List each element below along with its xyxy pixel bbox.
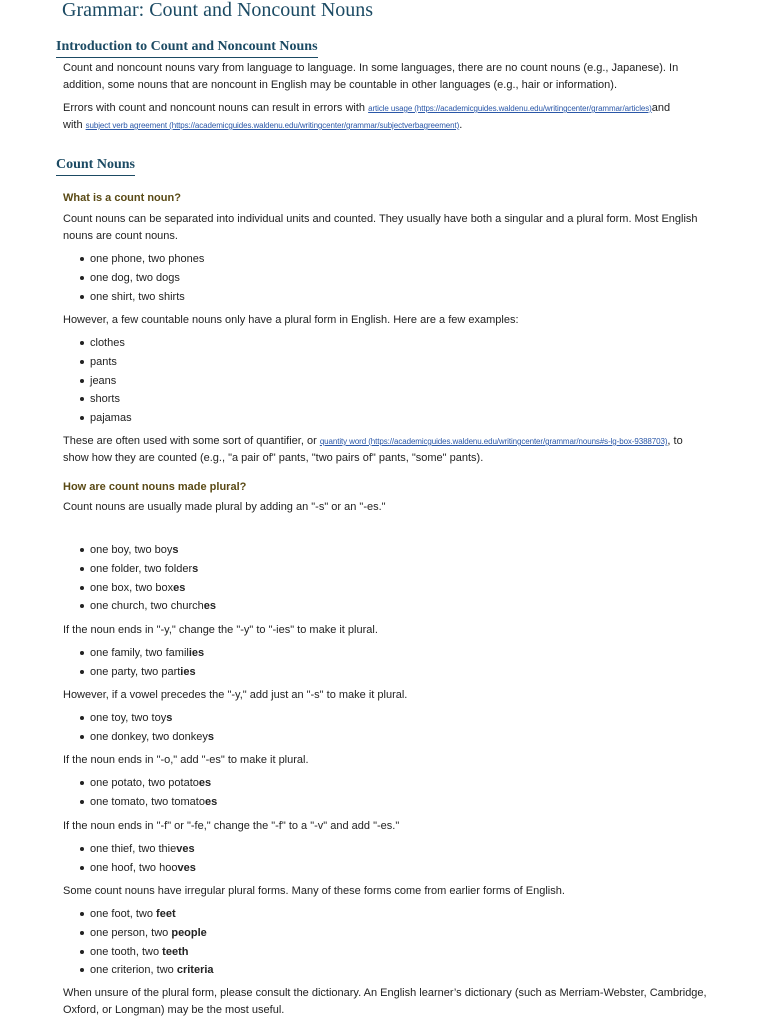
irregular-list (90, 905, 214, 980)
plural-heading: How are count nouns made plural? (63, 481, 247, 493)
subject-verb-agreement-link[interactable]: subject verb agreement (https://academicguides.waldenu.edu/writingcenter/grammar/subjectverbagreement) (85, 121, 460, 130)
list-item: shorts (90, 390, 132, 409)
count-nouns-heading: Count Nouns (56, 156, 135, 176)
vowel-y-rule-list (90, 709, 214, 747)
list-item: one church, two churches (90, 597, 216, 616)
plural-only-intro: However, a few countable nouns only have a plural form in English. Here are a few examples: (63, 314, 519, 326)
intro-p2-end: . (459, 119, 463, 131)
intro-p1-line2: addition, some nouns that are noncount in English may be countable in other languages (e.g., hair or information). (63, 79, 618, 91)
list-item: pajamas (90, 409, 132, 428)
list-item: one toy, two toys (90, 709, 214, 728)
definition-line-1: Count nouns can be separated into individual units and counted. They usually have both a singular and a plural form. Most English (63, 213, 698, 225)
intro-p2-with: with (63, 119, 86, 131)
list-item: pants (90, 353, 132, 372)
f-rule: If the noun ends in "-f" or "-fe," change the "-f" to a "-v" and add "-es." (63, 820, 400, 832)
what-is-count-noun-heading: What is a count noun? (63, 192, 181, 204)
list-item: one shirt, two shirts (90, 288, 204, 307)
list-item: one dog, two dogs (90, 269, 204, 288)
y-rule-list (90, 644, 204, 682)
list-item: one hoof, two hooves (90, 859, 196, 878)
list-item: one foot, two feet (90, 905, 214, 924)
quantifier-paragraph (63, 433, 713, 467)
o-rule-list (90, 774, 217, 812)
intro-p2-and: and (651, 102, 671, 114)
list-item: one criterion, two criteria (90, 961, 214, 980)
list-item: one tomato, two tomatoes (90, 793, 217, 812)
plural-rule-list (90, 541, 216, 616)
count-noun-definition (63, 211, 713, 245)
quantity-word-link[interactable]: quantity word (https://academicguides.waldenu.edu/writingcenter/grammar/nouns#s-lg-box-9388703) (319, 437, 668, 446)
intro-paragraph-2 (63, 100, 713, 134)
list-item: one party, two parties (90, 663, 204, 682)
list-item: one potato, two potatoes (90, 774, 217, 793)
quantifier-text-after: , to (667, 435, 683, 447)
list-item: one phone, two phones (90, 250, 204, 269)
list-item: one tooth, two teeth (90, 943, 214, 962)
list-item: one family, two families (90, 644, 204, 663)
intro-paragraph-1 (63, 60, 713, 94)
count-noun-examples-list (90, 250, 204, 306)
list-item: one person, two people (90, 924, 214, 943)
list-item: one thief, two thieves (90, 840, 196, 859)
dictionary-line-2: Oxford, or Longman) may be the most useful. (63, 1004, 285, 1016)
o-rule: If the noun ends in "-o," add "-es" to make it plural. (63, 754, 309, 766)
list-item: clothes (90, 334, 132, 353)
quantifier-line-2: show how they are counted (e.g., "a pair of" pants, "two pairs of" pants, "some" pants). (63, 452, 484, 464)
list-item: one boy, two boys (90, 541, 216, 560)
intro-p2-text: Errors with count and noncount nouns can result in errors with (63, 102, 369, 114)
quantifier-text: These are often used with some sort of quantifier, or (63, 435, 320, 447)
y-rule: If the noun ends in "-y," change the "-y" to "-ies" to make it plural. (63, 624, 378, 636)
irregular-intro: Some count nouns have irregular plural forms. Many of these forms come from earlier forms of English. (63, 885, 565, 897)
list-item: one folder, two folders (90, 560, 216, 579)
definition-line-2: nouns are count nouns. (63, 230, 178, 242)
dictionary-advice (63, 985, 713, 1019)
vowel-y-rule: However, if a vowel precedes the "-y," add just an "-s" to make it plural. (63, 689, 408, 701)
page-title: Grammar: Count and Noncount Nouns (62, 0, 374, 21)
plural-intro: Count nouns are usually made plural by adding an "-s" or an "-es." (63, 501, 386, 513)
article-usage-link[interactable]: article usage (https://academicguides.waldenu.edu/writingcenter/grammar/articles) (368, 104, 652, 113)
dictionary-line-1: When unsure of the plural form, please consult the dictionary. An English learner’s dictionary (such as Merriam-Webster, Cambridge, (63, 987, 707, 999)
intro-heading: Introduction to Count and Noncount Nouns (56, 38, 318, 58)
list-item: jeans (90, 372, 132, 391)
plural-only-list (90, 334, 132, 428)
f-rule-list (90, 840, 196, 878)
list-item: one donkey, two donkeys (90, 728, 214, 747)
intro-p1-line1: Count and noncount nouns vary from language to language. In some languages, there are no count nouns (e.g., Japanese). In (63, 62, 679, 74)
list-item: one box, two boxes (90, 579, 216, 598)
